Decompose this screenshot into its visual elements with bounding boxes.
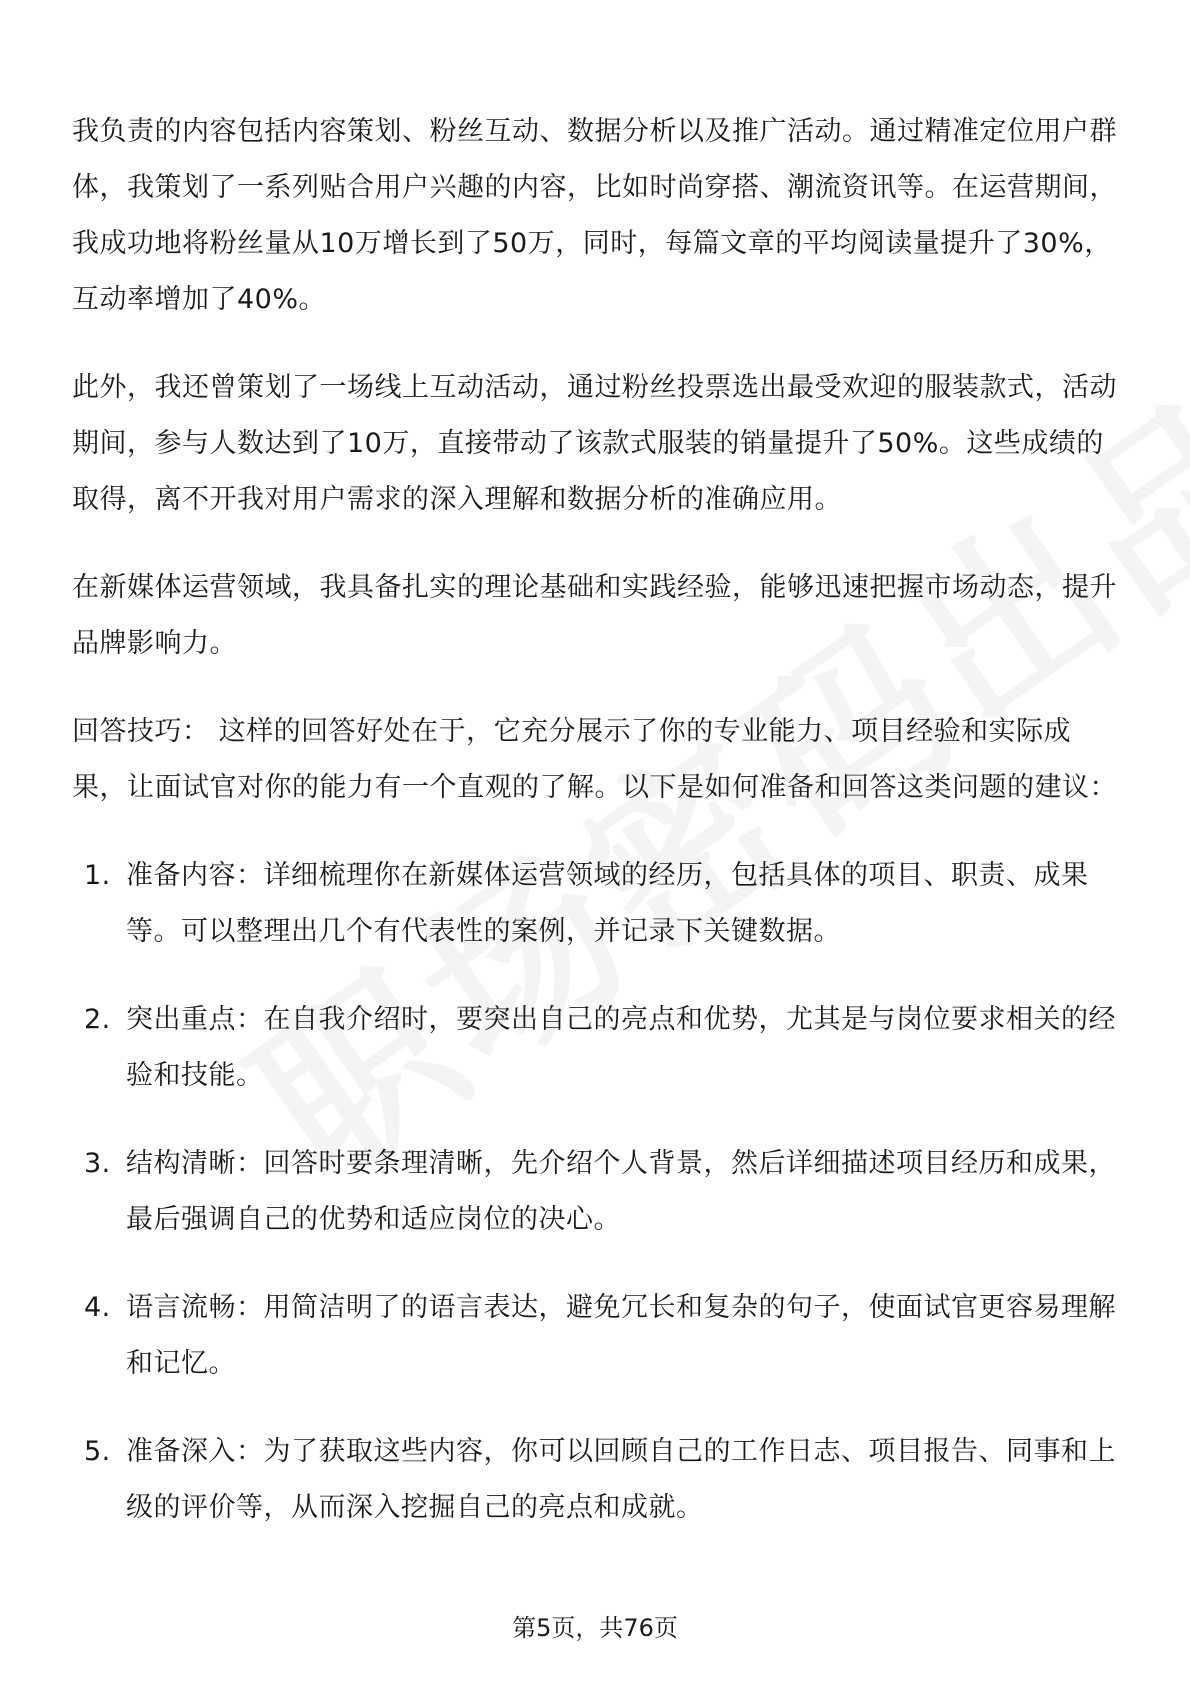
list-item [72,992,1120,1104]
list-item-number: 4. [84,1292,111,1323]
list-item-text: 突出重点：在自我介绍时，要突出自己的亮点和优势，尤其是与岗位要求相关的经验和技能。 [126,1004,1116,1091]
tips-list [72,848,1120,1536]
list-item-number: 3. [84,1148,111,1179]
list-item-number: 2. [84,1004,111,1035]
paragraph-expertise: 在新媒体运营领域，我具备扎实的理论基础和实践经验，能够迅速把握市场动态，提升品牌影响力。 [72,572,1117,659]
list-item [72,1280,1120,1392]
list-item [72,1424,1120,1536]
list-item-text: 准备深入：为了获取这些内容，你可以回顾自己的工作日志、项目报告、同事和上级的评价等，从而深入挖掘自己的亮点和成就。 [126,1436,1116,1523]
list-item-number: 1. [84,860,111,891]
list-item [72,1136,1120,1248]
paragraph-responsibilities: 我负责的内容包括内容策划、粉丝互动、数据分析以及推广活动。通过精准定位用户群体，我策划了一系列贴合用户兴趣的内容，比如时尚穿搭、潮流资讯等。在运营期间，我成功地将粉丝量从10万增长到了50万，同时，每篇文章的平均阅读量提升了30%，互动率增加了40%。 [72,116,1117,315]
list-item-text: 准备内容：详细梳理你在新媒体运营领域的经历，包括具体的项目、职责、成果等。可以整理出几个有代表性的案例，并记录下关键数据。 [126,860,1089,947]
list-item-text: 语言流畅：用简洁明了的语言表达，避免冗长和复杂的句子，使面试官更容易理解和记忆。 [126,1292,1116,1379]
paragraph-answer-tips: 回答技巧： 这样的回答好处在于，它充分展示了你的专业能力、项目经验和实际成果，让面试官对你的能力有一个直观的了解。以下是如何准备和回答这类问题的建议： [72,716,1117,803]
page-content [72,104,1120,1568]
paragraph-campaign: 此外，我还曾策划了一场线上互动活动，通过粉丝投票选出最受欢迎的服装款式，活动期间，参与人数达到了10万，直接带动了该款式服装的销量提升了50%。这些成绩的取得，离不开我对用户需求的深入理解和数据分析的准确应用。 [72,372,1117,515]
list-item-number: 5. [84,1436,111,1467]
list-item [72,848,1120,960]
page-number-footer: 第5页，共76页 [512,1614,678,1642]
list-item-text: 结构清晰：回答时要条理清晰，先介绍个人背景，然后详细描述项目经历和成果，最后强调自己的优势和适应岗位的决心。 [126,1148,1116,1235]
